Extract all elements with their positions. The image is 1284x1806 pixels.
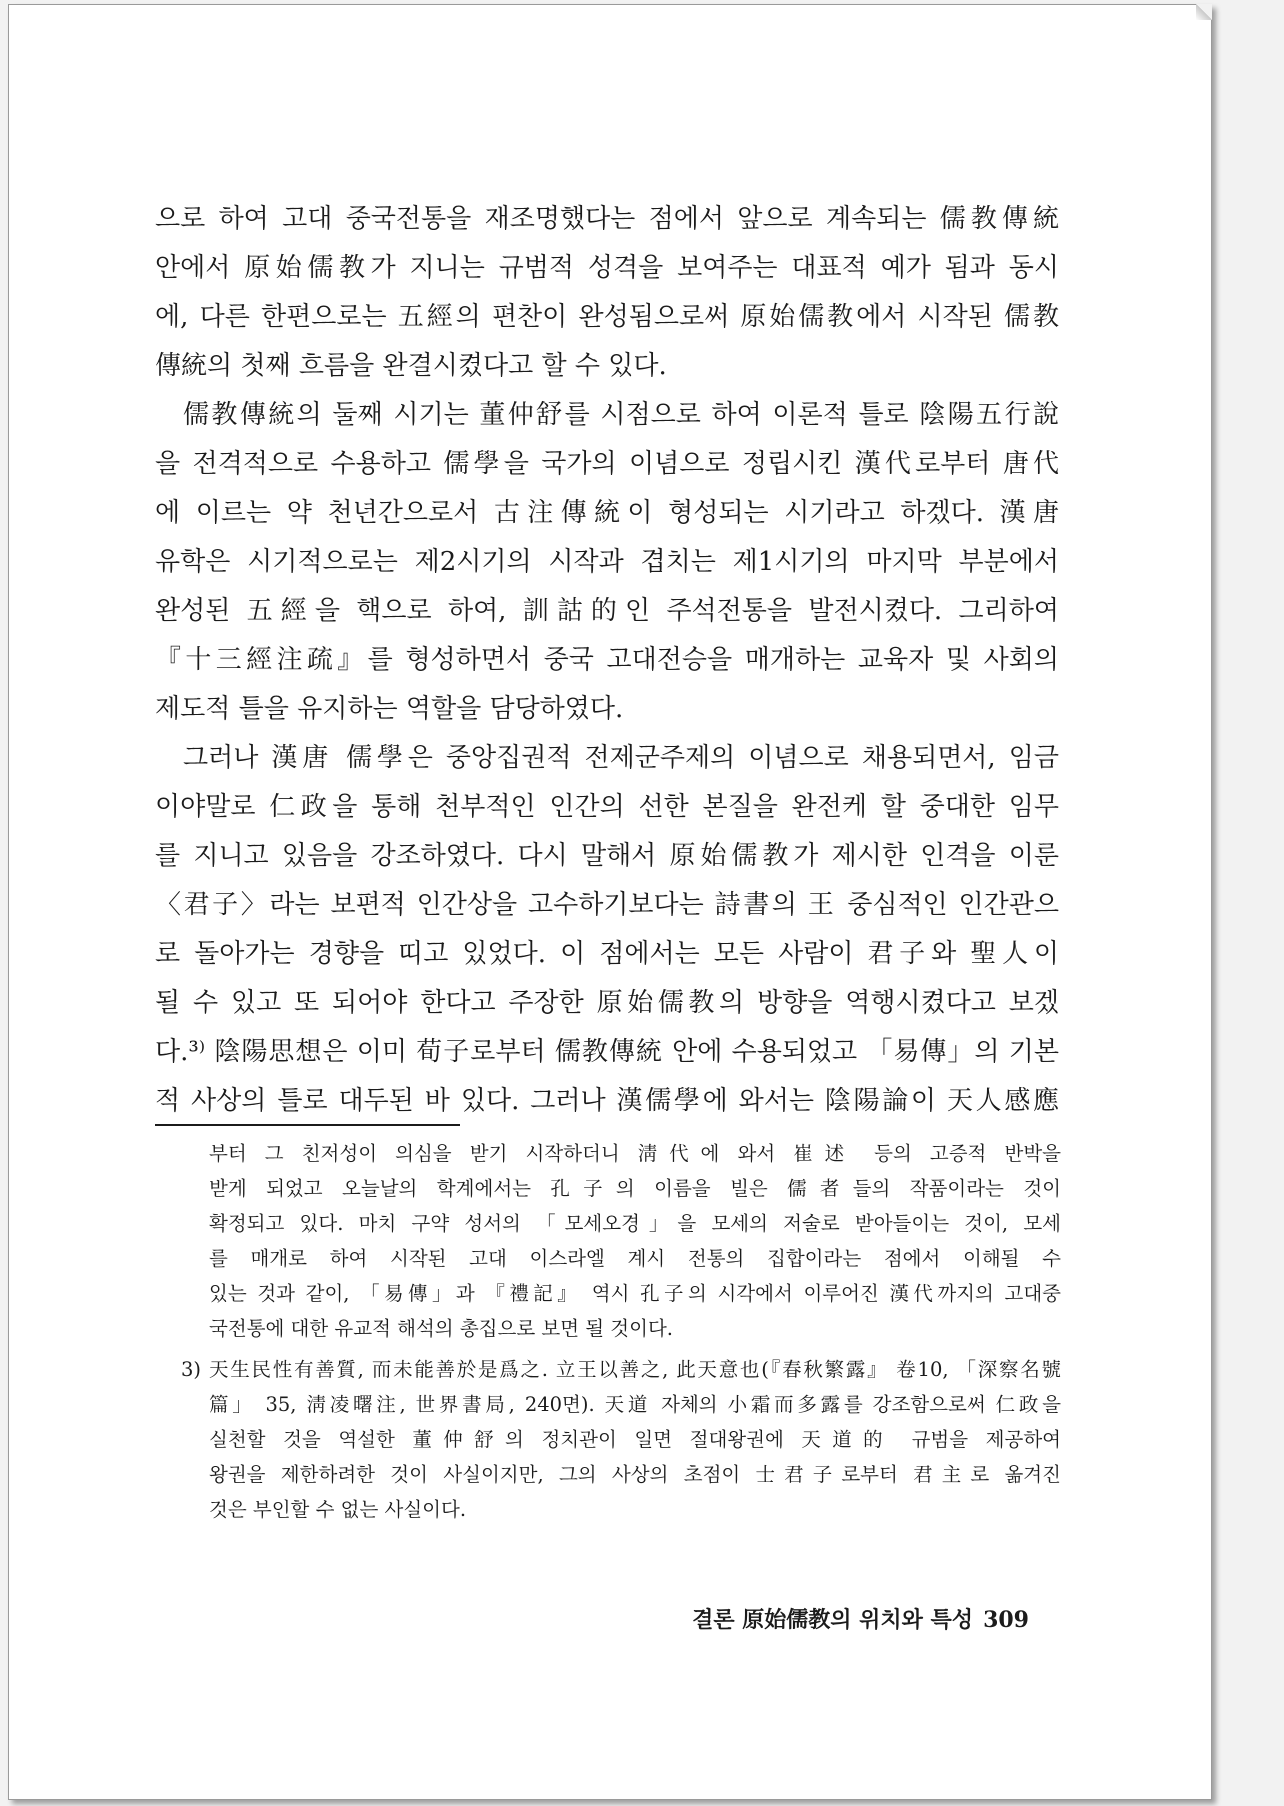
footnote-line: 있는 것과 같이, 「易傳」과 『禮記』 역시 孔子의 시각에서 이루어진 漢代까지의 고대중 bbox=[209, 1282, 1061, 1305]
body-line: 될 수 있고 또 되어야 한다고 주장한 原始儒教의 방향을 역행시켰다고 보겠 bbox=[155, 988, 1059, 1018]
footnote-line: 받게 되었고 오늘날의 학계에서는 孔子의 이름을 빌은 儒者들의 작품이라는 것이 bbox=[209, 1177, 1061, 1200]
footnote-line: 국전통에 대한 유교적 해석의 총집으로 보면 될 것이다. bbox=[209, 1317, 674, 1340]
body-line: 儒教傳統의 둘째 시기는 董仲舒를 시점으로 하여 이론적 틀로 陰陽五行說 bbox=[183, 400, 1059, 430]
footnote-line: 것은 부인할 수 없는 사실이다. bbox=[209, 1498, 467, 1521]
footnote-separator bbox=[155, 1124, 460, 1126]
body-line: 『十三經注疏』를 형성하면서 중국 고대전승을 매개하는 교육자 및 사회의 bbox=[155, 645, 1059, 675]
body-line: 그러나 漢唐 儒學은 중앙집권적 전제군주제의 이념으로 채용되면서, 임금 bbox=[183, 743, 1059, 773]
page-number: 309 bbox=[983, 1607, 1029, 1633]
body-line: 로 돌아가는 경향을 띠고 있었다. 이 점에서는 모든 사람이 君子와 聖人이 bbox=[155, 939, 1059, 969]
footnote-line: 실천할 것을 역설한 董仲舒의 정치관이 일면 절대왕권에 天道的 규범을 제공하여 bbox=[209, 1428, 1061, 1451]
footnote-line: 를 매개로 하여 시작된 고대 이스라엘 계시 전통의 집합이라는 점에서 이해될 수 bbox=[209, 1247, 1061, 1270]
footnote-line: 篇」 35, 淸凌曙注, 世界書局, 240면). 天道 자체의 小霜而多露를 강조함으로써 仁政을 bbox=[209, 1393, 1061, 1416]
body-line: 유학은 시기적으로는 제2시기의 시작과 겹치는 제1시기의 마지막 부분에서 bbox=[155, 547, 1059, 577]
footnotes bbox=[181, 1136, 1061, 1527]
page-corner bbox=[1196, 4, 1212, 20]
book-page bbox=[8, 4, 1212, 1800]
footnote-line: 왕권을 제한하려한 것이 사실이지만, 그의 사상의 초점이 士君子로부터 君主로 옮겨진 bbox=[209, 1463, 1061, 1486]
body-line: 〈君子〉라는 보편적 인간상을 고수하기보다는 詩書의 王 중심적인 인간관으 bbox=[155, 890, 1059, 920]
body-line: 제도적 틀을 유지하는 역할을 담당하였다. bbox=[155, 694, 624, 724]
body-line: 을 전격적으로 수용하고 儒學을 국가의 이념으로 정립시킨 漢代로부터 唐代 bbox=[155, 449, 1059, 479]
footnote-line: 부터 그 친저성이 의심을 받기 시작하더니 淸代에 와서 崔述 등의 고증적 반박을 bbox=[209, 1142, 1061, 1165]
footnote-3: 3) 天生民性有善質, 而未能善於是爲之. 立王以善之, 此天意也(『春秋繁露』 卷10, 「深察名號 bbox=[181, 1358, 1061, 1381]
body-line: 으로 하여 고대 중국전통을 재조명했다는 점에서 앞으로 계속되는 儒教傳統 bbox=[155, 204, 1059, 234]
body-line: 안에서 原始儒教가 지니는 규범적 성격을 보여주는 대표적 예가 됨과 동시 bbox=[155, 253, 1059, 283]
body-line: 를 지니고 있음을 강조하였다. 다시 말해서 原始儒教가 제시한 인격을 이룬 bbox=[155, 841, 1059, 871]
running-title: 결론 原始儒教의 위치와 특성 bbox=[692, 1607, 974, 1633]
body-text bbox=[155, 195, 1059, 1126]
body-line: 傳統의 첫째 흐름을 완결시켰다고 할 수 있다. bbox=[155, 351, 667, 381]
body-line: 다.³⁾ 陰陽思想은 이미 荀子로부터 儒教傳統 안에 수용되었고 「易傳」의 기본 bbox=[155, 1037, 1059, 1067]
footnote-line: 확정되고 있다. 마치 구약 성서의 「모세오경」을 모세의 저술로 받아들이는 것이, 모세 bbox=[209, 1212, 1061, 1235]
body-line: 적 사상의 틀로 대두된 바 있다. 그러나 漢儒學에 와서는 陰陽論이 天人感應 bbox=[155, 1086, 1059, 1116]
body-line: 이야말로 仁政을 통해 천부적인 인간의 선한 본질을 완전케 할 중대한 임무 bbox=[155, 792, 1059, 822]
running-footer bbox=[609, 1605, 1029, 1635]
body-line: 에 이르는 약 천년간으로서 古注傳統이 형성되는 시기라고 하겠다. 漢唐 bbox=[155, 498, 1059, 528]
body-line: 에, 다른 한편으로는 五經의 편찬이 완성됨으로써 原始儒教에서 시작된 儒教 bbox=[155, 302, 1059, 332]
body-line: 완성된 五經을 핵으로 하여, 訓詁的인 주석전통을 발전시켰다. 그리하여 bbox=[155, 596, 1059, 626]
